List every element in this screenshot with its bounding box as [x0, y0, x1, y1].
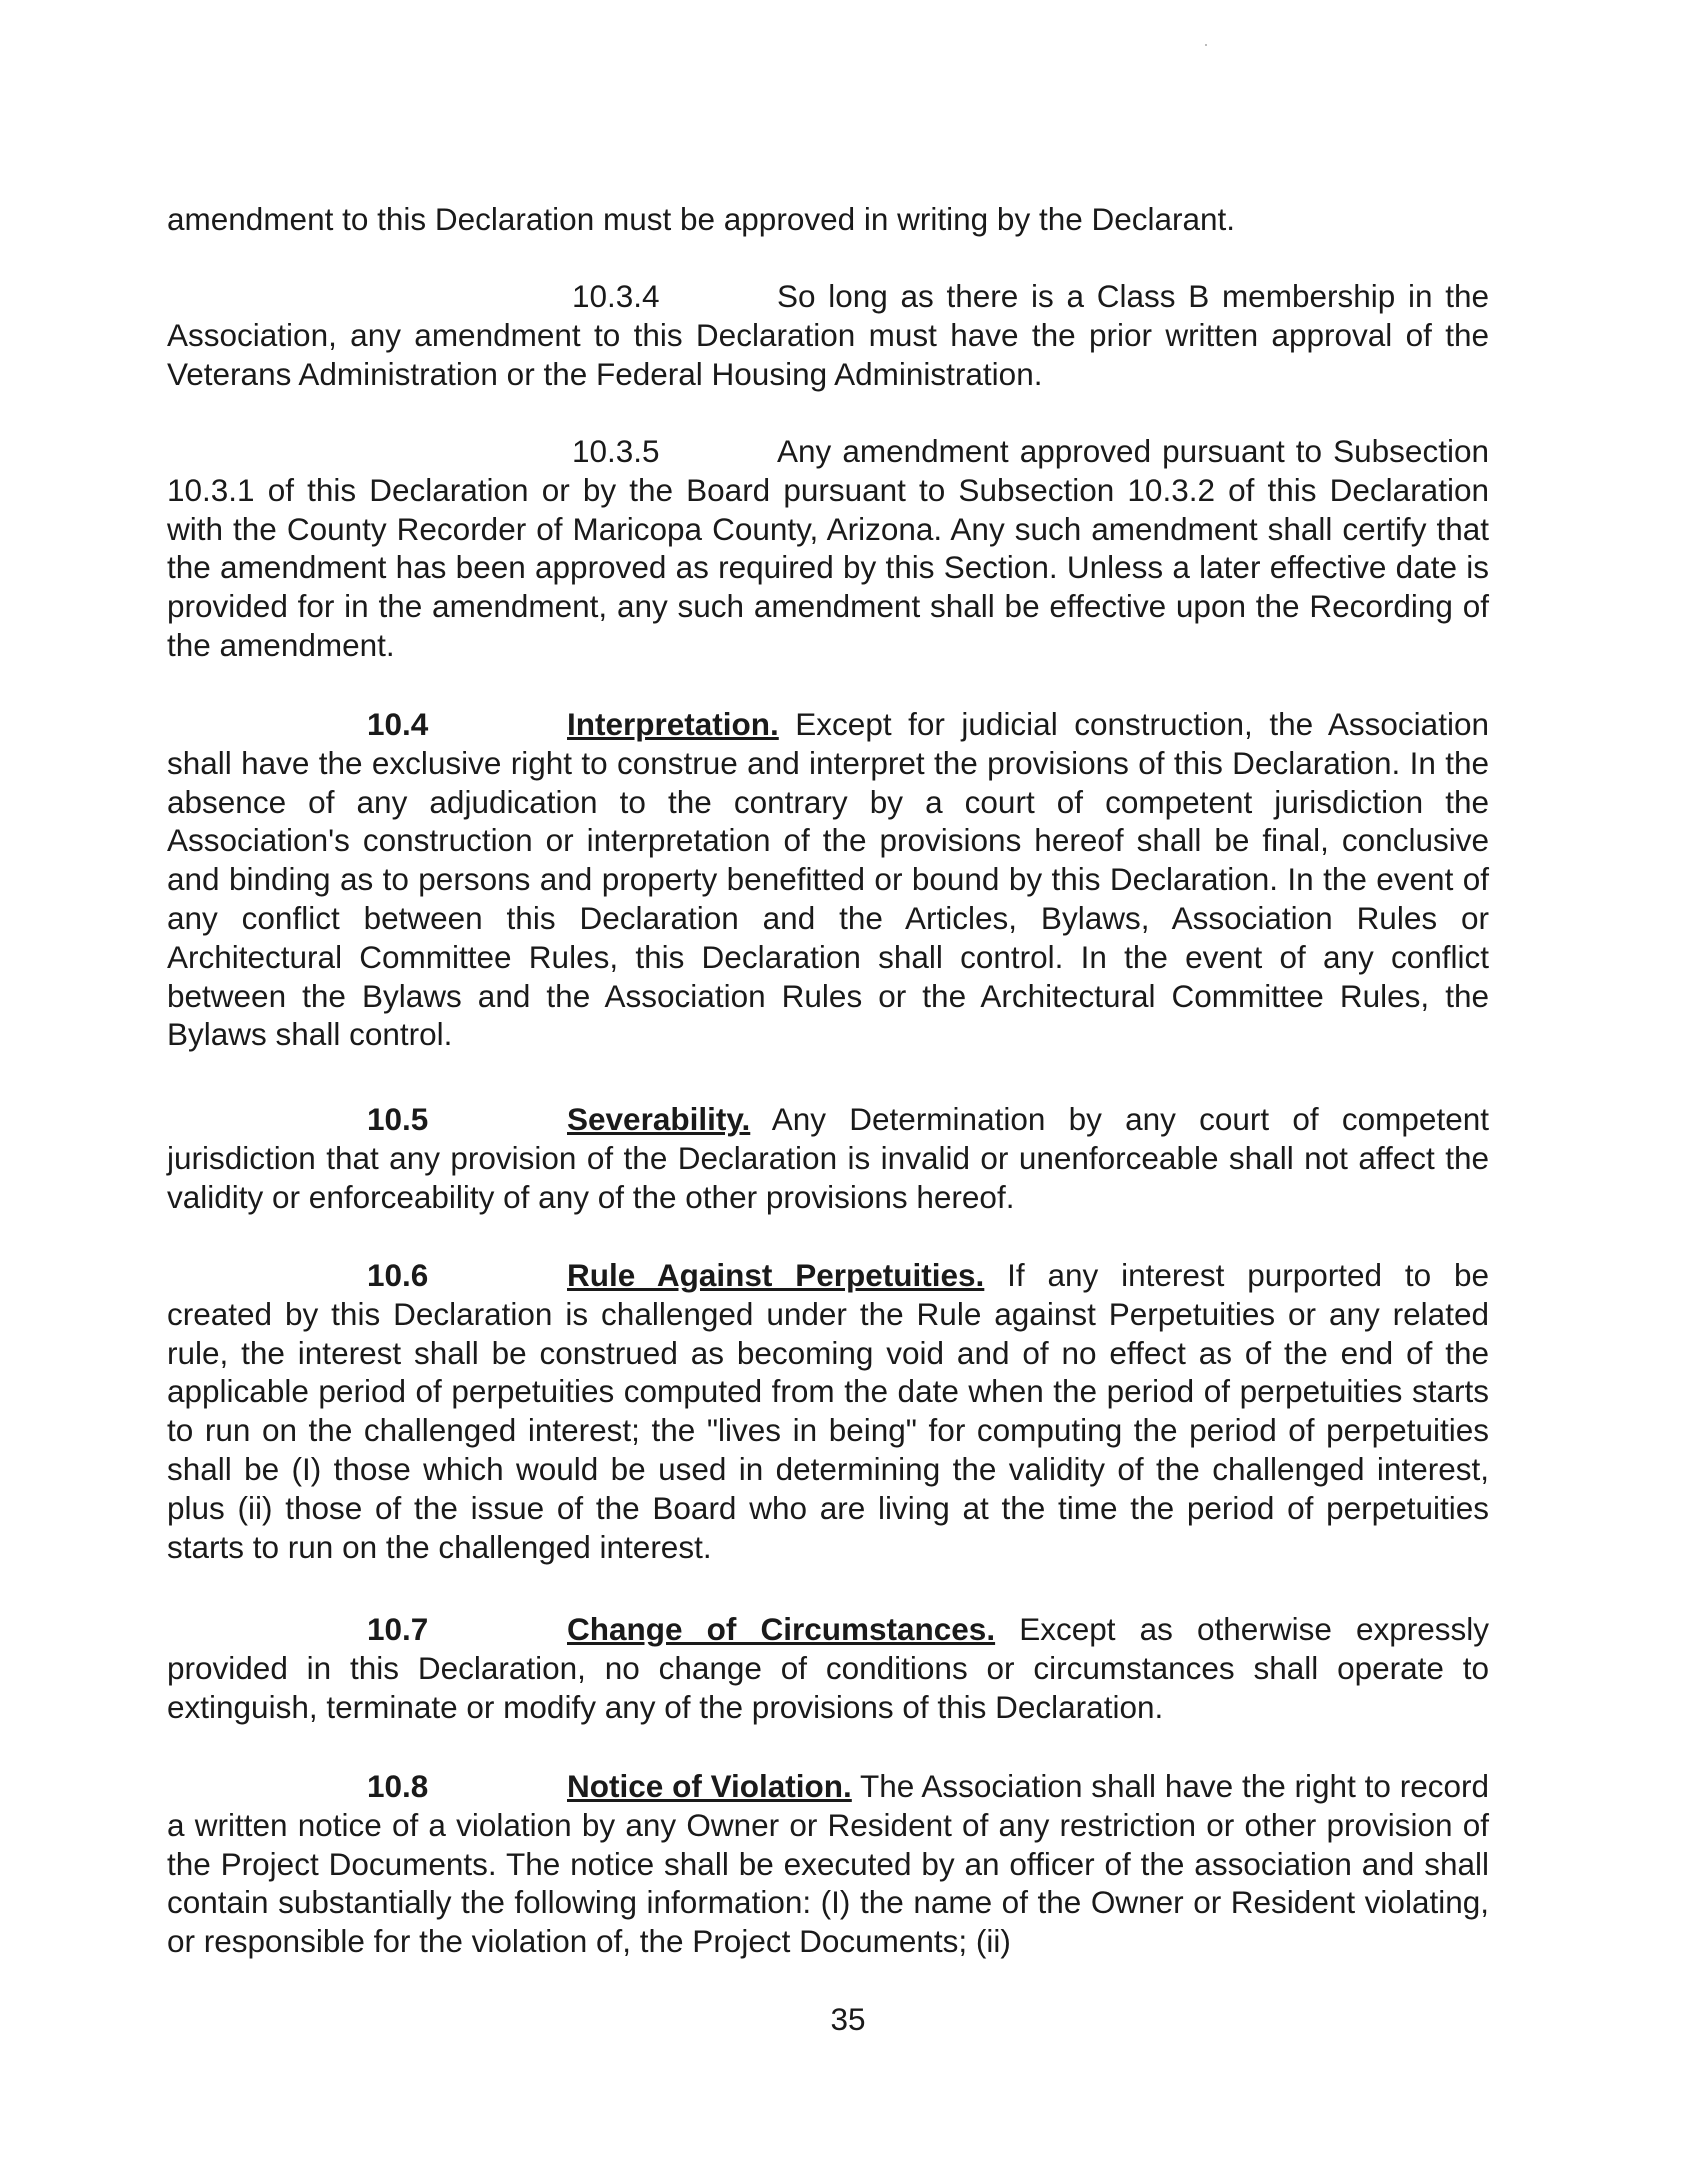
subsection-10-3-4	[167, 277, 1489, 393]
section-10-7	[167, 1610, 1489, 1726]
subsection-text: Any amendment approved pursuant to Subsection 10.3.1 of this Declaration or by the Board pursuant to Subsection 10.3.2 of this Declaration with the County Recorder of Maricopa County, Arizona. Any such amendment shall certify that the amendment has been approved as required by this Section. Unless a later effective date is provided for in the amendment, any such amendment shall be effective upon the Recording of the amendment.	[167, 433, 1489, 663]
section-10-4	[167, 705, 1489, 1054]
subsection-number: 10.3.4	[572, 278, 660, 314]
section-10-8	[167, 1767, 1489, 1961]
section-title: Severability.	[567, 1101, 751, 1137]
section-number: 10.5	[367, 1101, 429, 1137]
section-number: 10.7	[367, 1611, 429, 1647]
subsection-number: 10.3.5	[572, 433, 660, 469]
section-number: 10.6	[367, 1257, 429, 1293]
section-text: Except as otherwise expressly provided in this Declaration, no change of conditions or circumstances shall operate to extinguish, terminate or modify any of the provisions of this Declaration.	[167, 1611, 1489, 1725]
section-text: Except for judicial construction, the Association shall have the exclusive right to construe and interpret the provisions of this Declaration. In the absence of any adjudication to the contrary by a court of competent jurisdiction the Association's construction or interpretation of the provisions hereof shall be final, conclusive and binding as to persons and property benefitted or bound by this Declaration. In the event of any conflict between this Declaration and the Articles, Bylaws, Association Rules or Architectural Committee Rules, this Declaration shall control. In the event of any conflict between the Bylaws and the Association Rules or the Architectural Committee Rules, the Bylaws shall control.	[167, 706, 1489, 1053]
section-text: If any interest purported to be created by this Declaration is challenged under the Rule against Perpetuities or any related rule, the interest shall be construed as becoming void and of no effect as of the end of the applicable period of perpetuities computed from the date when the period of perpetuities starts to run on the challenged interest; the "lives in being" for computing the period of perpetuities shall be (I) those which would be used in determining the validity of the challenged interest, plus (ii) those of the issue of the Board who are living at the time the period of perpetuities starts to run on the challenged interest.	[167, 1257, 1489, 1565]
section-title: Notice of Violation.	[567, 1768, 852, 1804]
section-title: Interpretation.	[567, 706, 779, 742]
section-number: 10.4	[367, 706, 429, 742]
page-number: 35	[830, 2001, 866, 2037]
section-number: 10.8	[367, 1768, 429, 1804]
section-text: The Association shall have the right to record a written notice of a violation by any Owner or Resident of any restriction or other provision of the Project Documents. The notice shall be executed by an officer of the association and shall contain substantially the following information: (I) the name of the Owner or Resident violating, or responsible for the violation of, the Project Documents; (ii)	[167, 1768, 1489, 1960]
continuation-text: amendment to this Declaration must be approved in writing by the Declarant.	[167, 201, 1236, 237]
subsection-text: So long as there is a Class B membership in the Association, any amendment to this Declaration must have the prior written approval of the Veterans Administration or the Federal Housing Administration.	[167, 278, 1489, 392]
section-10-5	[167, 1100, 1489, 1216]
scan-artifact	[1205, 44, 1207, 46]
continuation-paragraph	[167, 200, 1489, 239]
subsection-10-3-5	[167, 432, 1489, 665]
section-title: Rule Against Perpetuities.	[567, 1257, 985, 1293]
section-10-6	[167, 1256, 1489, 1566]
section-text: Any Determination by any court of competent jurisdiction that any provision of the Declaration is invalid or unenforceable shall not affect the validity or enforceability of any of the other provisions hereof.	[167, 1101, 1489, 1215]
section-title: Change of Circumstances.	[567, 1611, 996, 1647]
